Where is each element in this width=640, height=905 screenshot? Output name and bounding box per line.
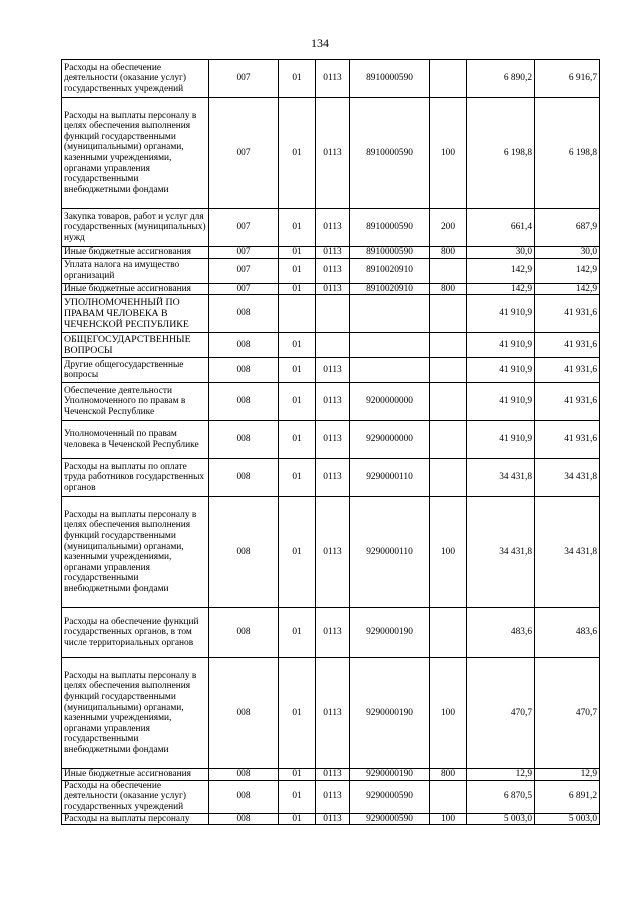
table-row (62, 769, 600, 781)
cell-y1: 661,4 (467, 209, 535, 247)
cell-pr: 0113 (316, 258, 350, 283)
cell-rz: 01 (279, 459, 316, 497)
cell-y2: 687,9 (535, 209, 600, 247)
cell-y2: 470,7 (535, 658, 600, 769)
cell-ved: 008 (209, 295, 279, 333)
cell-y2: 41 931,6 (535, 421, 600, 459)
cell-y2: 41 931,6 (535, 383, 600, 421)
cell-csr: 9290000590 (350, 813, 430, 825)
cell-rz: 01 (279, 780, 316, 813)
cell-ved: 008 (209, 813, 279, 825)
cell-csr: 9200000000 (350, 383, 430, 421)
cell-pr: 0113 (316, 98, 350, 209)
cell-rz: 01 (279, 813, 316, 825)
cell-csr: 8910000590 (350, 60, 430, 98)
table-row (62, 209, 600, 247)
cell-csr: 8910000590 (350, 247, 430, 259)
table-row (62, 295, 600, 333)
cell-y1: 6 870,5 (467, 780, 535, 813)
cell-name: УПОЛНОМОЧЕННЫЙ ПО ПРАВАМ ЧЕЛОВЕКА В ЧЕЧЕНСКОЙ РЕСПУБЛИКЕ (62, 295, 209, 333)
cell-ved: 007 (209, 98, 279, 209)
cell-csr: 8910020910 (350, 258, 430, 283)
cell-vr (430, 459, 467, 497)
cell-name: Обеспечение деятельности Уполномоченного по правам в Чеченской Республике (62, 383, 209, 421)
cell-csr: 9290000590 (350, 780, 430, 813)
cell-ved: 008 (209, 780, 279, 813)
cell-ved: 008 (209, 459, 279, 497)
cell-rz: 01 (279, 383, 316, 421)
cell-pr: 0113 (316, 283, 350, 295)
cell-name: Расходы на выплаты персоналу в целях обеспечения выполнения функций государственными (муниципальными) органами, казенными учреждениями, органами управления государственными внебюджетными фондами (62, 658, 209, 769)
cell-rz: 01 (279, 258, 316, 283)
cell-rz: 01 (279, 497, 316, 608)
cell-vr (430, 333, 467, 358)
cell-name: Иные бюджетные ассигнования (62, 247, 209, 259)
cell-y1: 12,9 (467, 769, 535, 781)
table-row (62, 459, 600, 497)
cell-y1: 6 198,8 (467, 98, 535, 209)
cell-csr: 9290000000 (350, 421, 430, 459)
cell-y1: 5 003,0 (467, 813, 535, 825)
cell-rz: 01 (279, 60, 316, 98)
cell-vr (430, 780, 467, 813)
cell-y2: 142,9 (535, 258, 600, 283)
cell-csr: 8910020910 (350, 283, 430, 295)
table-row (62, 497, 600, 608)
cell-rz: 01 (279, 247, 316, 259)
table-row (62, 383, 600, 421)
cell-rz: 01 (279, 98, 316, 209)
cell-pr: 0113 (316, 813, 350, 825)
cell-name: Другие общегосударственные вопросы (62, 358, 209, 383)
cell-csr: 9290000110 (350, 459, 430, 497)
cell-rz: 01 (279, 421, 316, 459)
table-row (62, 608, 600, 658)
cell-name: Уполномоченный по правам человека в Чеченской Республике (62, 421, 209, 459)
table-row (62, 780, 600, 813)
cell-y2: 6 891,2 (535, 780, 600, 813)
cell-y2: 483,6 (535, 608, 600, 658)
table-row (62, 813, 600, 825)
cell-vr: 800 (430, 247, 467, 259)
cell-vr: 100 (430, 813, 467, 825)
cell-ved: 008 (209, 658, 279, 769)
cell-pr: 0113 (316, 459, 350, 497)
cell-name: Расходы на обеспечение деятельности (оказание услуг) государственных учреждений (62, 60, 209, 98)
cell-vr (430, 60, 467, 98)
cell-ved: 008 (209, 497, 279, 608)
cell-pr: 0113 (316, 247, 350, 259)
cell-rz (279, 295, 316, 333)
cell-y1: 142,9 (467, 283, 535, 295)
cell-name: Расходы на выплаты персоналу (62, 813, 209, 825)
cell-vr: 800 (430, 283, 467, 295)
cell-csr (350, 358, 430, 383)
cell-y1: 41 910,9 (467, 295, 535, 333)
cell-vr: 100 (430, 98, 467, 209)
cell-name: Расходы на обеспечение деятельности (оказание услуг) государственных учреждений (62, 780, 209, 813)
cell-y2: 34 431,8 (535, 497, 600, 608)
page-number: 134 (311, 36, 329, 50)
cell-name: Иные бюджетные ассигнования (62, 769, 209, 781)
cell-ved: 007 (209, 60, 279, 98)
cell-rz: 01 (279, 658, 316, 769)
cell-pr: 0113 (316, 358, 350, 383)
table-row (62, 283, 600, 295)
cell-name: Расходы на выплаты персоналу в целях обеспечения выполнения функций государственными (муниципальными) органами, казенными учреждениями, органами управления государственными внебюджетными фондами (62, 98, 209, 209)
cell-y2: 5 003,0 (535, 813, 600, 825)
cell-ved: 008 (209, 421, 279, 459)
budget-table (61, 59, 600, 825)
cell-vr (430, 358, 467, 383)
cell-rz: 01 (279, 283, 316, 295)
cell-csr: 8910000590 (350, 209, 430, 247)
cell-y1: 41 910,9 (467, 333, 535, 358)
table-row (62, 658, 600, 769)
cell-ved: 008 (209, 358, 279, 383)
cell-y2: 30,0 (535, 247, 600, 259)
cell-rz: 01 (279, 608, 316, 658)
cell-pr (316, 333, 350, 358)
table-row (62, 333, 600, 358)
cell-pr: 0113 (316, 769, 350, 781)
cell-ved: 007 (209, 283, 279, 295)
cell-y1: 6 890,2 (467, 60, 535, 98)
cell-vr: 200 (430, 209, 467, 247)
cell-y1: 41 910,9 (467, 383, 535, 421)
table-row (62, 358, 600, 383)
cell-ved: 008 (209, 608, 279, 658)
cell-csr: 8910000590 (350, 98, 430, 209)
cell-rz: 01 (279, 209, 316, 247)
cell-csr: 9290000190 (350, 658, 430, 769)
cell-ved: 008 (209, 333, 279, 358)
cell-name: Расходы на выплаты персоналу в целях обеспечения выполнения функций государственными (муниципальными) органами, казенными учреждениями, органами управления государственными внебюджетными фондами (62, 497, 209, 608)
cell-y1: 41 910,9 (467, 421, 535, 459)
cell-y2: 41 931,6 (535, 358, 600, 383)
cell-pr: 0113 (316, 60, 350, 98)
cell-pr: 0113 (316, 780, 350, 813)
cell-y2: 6 916,7 (535, 60, 600, 98)
cell-y2: 34 431,8 (535, 459, 600, 497)
cell-pr: 0113 (316, 209, 350, 247)
cell-pr (316, 295, 350, 333)
cell-vr: 100 (430, 658, 467, 769)
table-row (62, 60, 600, 98)
cell-csr: 9290000190 (350, 769, 430, 781)
cell-name: Закупка товаров, работ и услуг для государственных (муниципальных) нужд (62, 209, 209, 247)
cell-y1: 470,7 (467, 658, 535, 769)
cell-pr: 0113 (316, 497, 350, 608)
cell-vr: 100 (430, 497, 467, 608)
cell-ved: 008 (209, 383, 279, 421)
cell-y1: 483,6 (467, 608, 535, 658)
cell-rz: 01 (279, 333, 316, 358)
cell-y1: 142,9 (467, 258, 535, 283)
cell-vr (430, 421, 467, 459)
cell-ved: 007 (209, 258, 279, 283)
cell-vr (430, 608, 467, 658)
cell-name: Расходы на обеспечение функций государственных органов, в том числе территориальных органов (62, 608, 209, 658)
cell-y1: 41 910,9 (467, 358, 535, 383)
cell-pr: 0113 (316, 658, 350, 769)
cell-vr (430, 258, 467, 283)
cell-rz: 01 (279, 358, 316, 383)
table-row (62, 247, 600, 259)
table-row (62, 421, 600, 459)
cell-y2: 12,9 (535, 769, 600, 781)
cell-vr: 800 (430, 769, 467, 781)
cell-vr (430, 383, 467, 421)
cell-y1: 34 431,8 (467, 459, 535, 497)
cell-csr: 9290000190 (350, 608, 430, 658)
cell-name: Уплата налога на имущество организаций (62, 258, 209, 283)
cell-y2: 41 931,6 (535, 333, 600, 358)
cell-ved: 008 (209, 769, 279, 781)
cell-y2: 142,9 (535, 283, 600, 295)
table-row (62, 258, 600, 283)
cell-rz: 01 (279, 769, 316, 781)
table-row (62, 98, 600, 209)
cell-name: Расходы на выплаты по оплате труда работников государственных органов (62, 459, 209, 497)
cell-ved: 007 (209, 247, 279, 259)
cell-pr: 0113 (316, 383, 350, 421)
cell-csr: 9290000110 (350, 497, 430, 608)
cell-pr: 0113 (316, 421, 350, 459)
cell-name: Иные бюджетные ассигнования (62, 283, 209, 295)
cell-vr (430, 295, 467, 333)
cell-pr: 0113 (316, 608, 350, 658)
cell-ved: 007 (209, 209, 279, 247)
cell-y2: 6 198,8 (535, 98, 600, 209)
cell-csr (350, 295, 430, 333)
cell-y2: 41 931,6 (535, 295, 600, 333)
cell-y1: 30,0 (467, 247, 535, 259)
cell-csr (350, 333, 430, 358)
cell-name: ОБЩЕГОСУДАРСТВЕННЫЕ ВОПРОСЫ (62, 333, 209, 358)
cell-y1: 34 431,8 (467, 497, 535, 608)
